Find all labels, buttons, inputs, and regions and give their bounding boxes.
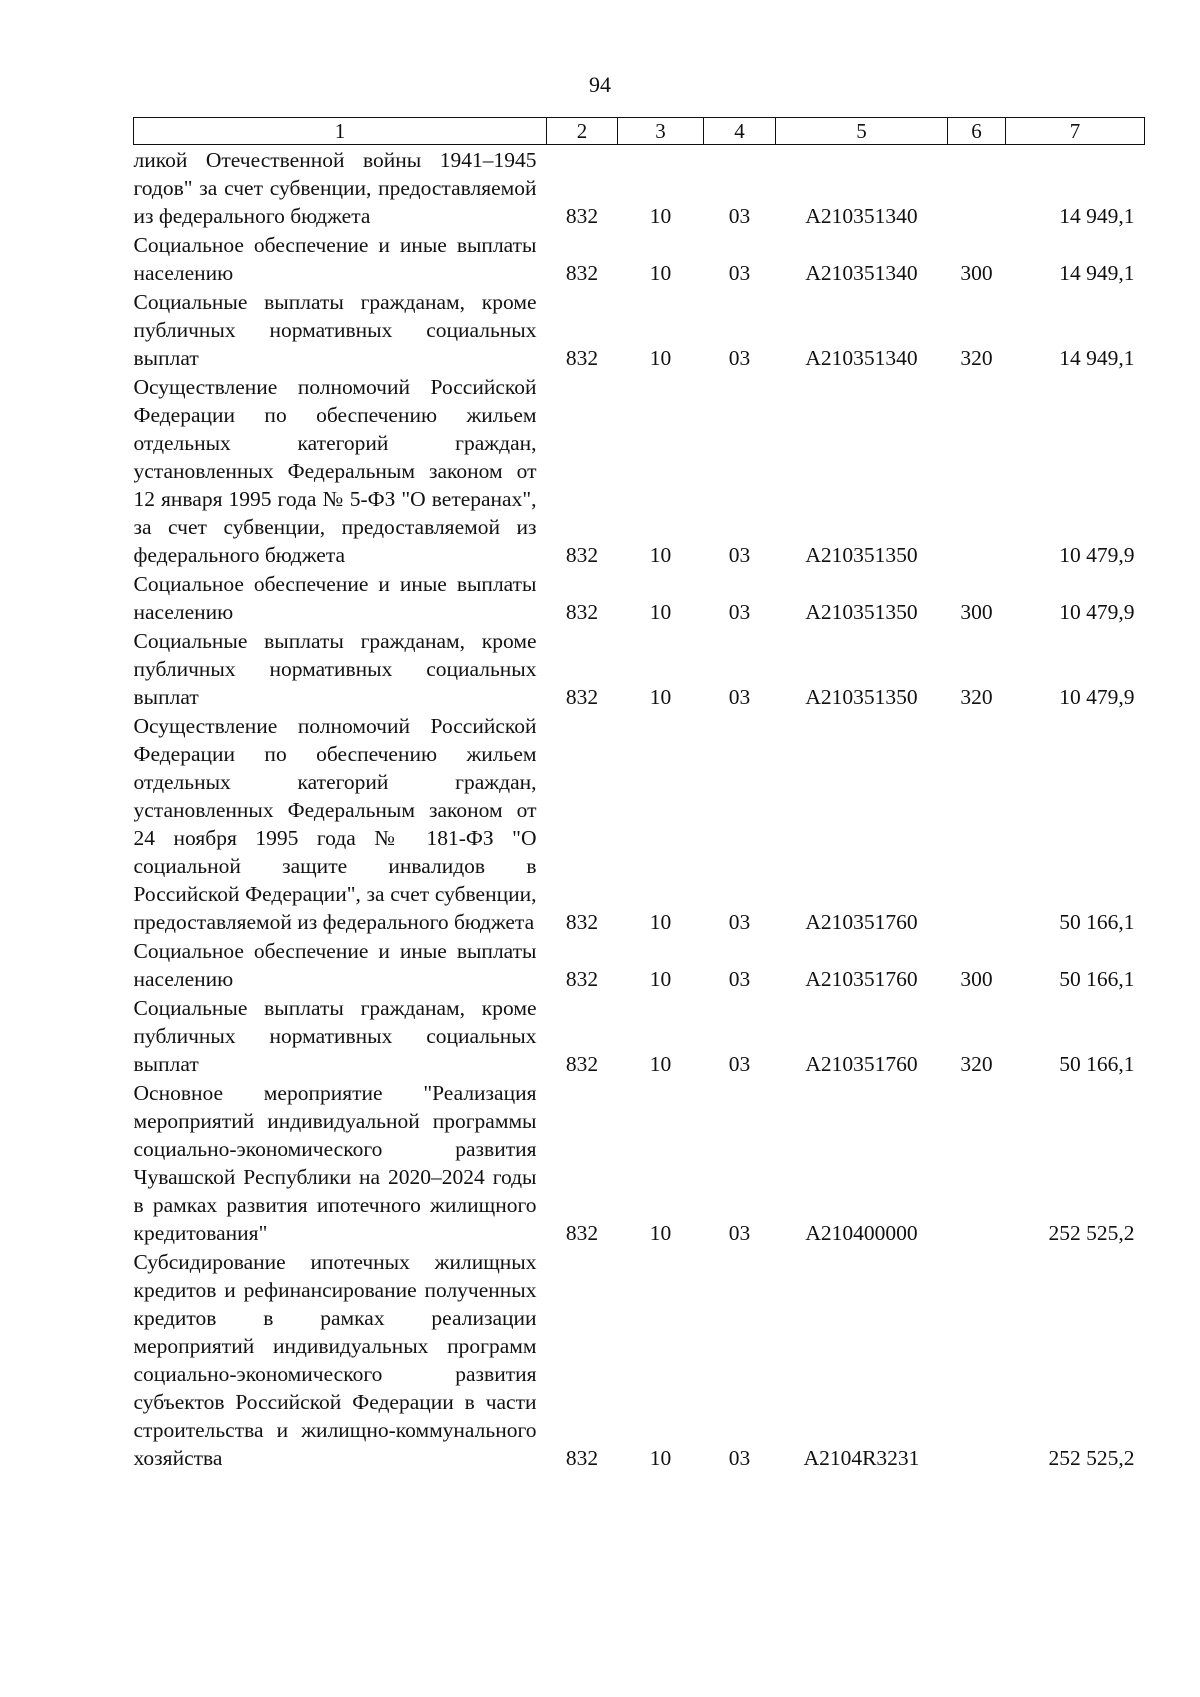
row-section: 10 <box>649 685 672 709</box>
row-subsection: 03 <box>728 1446 751 1470</box>
row-expense-type: 320 <box>960 685 993 709</box>
row-admin-code: 832 <box>565 1446 599 1470</box>
row-subsection: 03 <box>728 543 751 567</box>
row-expense-type: 300 <box>960 261 993 285</box>
row-subsection: 03 <box>728 261 751 285</box>
row-target-article: A210400000 <box>805 1221 918 1245</box>
row-section: 10 <box>649 204 672 228</box>
row-name: Субсидирование ипотечных жилищных кредитов и рефинансирование полученных кредитов в рамках реализации мероприятий индивидуальных программ социально-экономического развития субъектов Российской Федерации в части строительства и жилищно-коммунального хозяйства <box>133 1250 537 1470</box>
row-name: Социальные выплаты гражданам, кроме публичных нормативных социальных выплат <box>133 629 537 709</box>
row-section: 10 <box>649 600 672 624</box>
row-admin-code: 832 <box>565 204 599 228</box>
row-target-article: A210351340 <box>805 346 918 370</box>
row-section: 10 <box>649 910 672 934</box>
column-header-6: 6 <box>948 118 1006 145</box>
row-name: Социальное обеспечение и иные выплаты населению <box>133 233 537 285</box>
row-admin-code: 832 <box>565 910 599 934</box>
row-expense-type <box>948 1078 1006 1247</box>
row-amount: 50 166,1 <box>1059 910 1135 934</box>
row-section: 10 <box>649 261 672 285</box>
row-section: 10 <box>649 346 672 370</box>
row-amount: 14 949,1 <box>1059 204 1135 228</box>
row-expense-type: 300 <box>960 600 993 624</box>
row-subsection: 03 <box>728 1221 751 1245</box>
row-amount: 252 525,2 <box>1048 1446 1135 1470</box>
row-admin-code: 832 <box>565 543 599 567</box>
row-amount: 50 166,1 <box>1059 1052 1135 1076</box>
row-expense-type <box>948 711 1006 936</box>
row-subsection: 03 <box>728 910 751 934</box>
row-amount: 252 525,2 <box>1048 1221 1135 1245</box>
table-row <box>134 287 1145 372</box>
row-name: Основное мероприятие "Реализация мероприятий индивидуальной программы социально-экономического развития Чувашской Республики на 2020–2024 годы в рамках развития ипотечного жилищного кредитования" <box>133 1081 537 1245</box>
table-row <box>134 230 1145 287</box>
row-admin-code: 832 <box>565 1221 599 1245</box>
budget-table <box>133 117 1145 1472</box>
row-amount: 10 479,9 <box>1059 600 1135 624</box>
row-section: 10 <box>649 967 672 991</box>
row-amount: 10 479,9 <box>1059 685 1135 709</box>
row-target-article: A210351350 <box>805 685 918 709</box>
row-expense-type: 300 <box>960 967 993 991</box>
table-row <box>134 145 1145 231</box>
table-row <box>134 626 1145 711</box>
row-admin-code: 832 <box>565 261 599 285</box>
table-row <box>134 936 1145 993</box>
row-amount: 14 949,1 <box>1059 261 1135 285</box>
row-subsection: 03 <box>728 600 751 624</box>
row-subsection: 03 <box>728 1052 751 1076</box>
row-name: Осуществление полномочий Российской Федерации по обеспечению жильем отдельных категорий граждан, установленных Федеральным законом от 24 ноября 1995 года № 181-ФЗ "О социальной защите инвалидов в Российской Федерации", за счет субвенции, предоставляемой из федерального бюджета <box>133 714 537 934</box>
row-name: ликой Отечественной войны 1941–1945 годов" за счет субвенции, предоставляемой из федерального бюджета <box>133 148 537 228</box>
column-header-2: 2 <box>547 118 618 145</box>
table-row <box>134 372 1145 569</box>
column-header-5: 5 <box>776 118 948 145</box>
column-header-4: 4 <box>704 118 776 145</box>
row-expense-type <box>948 145 1006 231</box>
row-expense-type: 320 <box>960 346 993 370</box>
row-subsection: 03 <box>728 346 751 370</box>
row-admin-code: 832 <box>565 967 599 991</box>
row-subsection: 03 <box>728 685 751 709</box>
row-amount: 14 949,1 <box>1059 346 1135 370</box>
table-header-row <box>134 118 1145 145</box>
row-target-article: A210351340 <box>805 261 918 285</box>
table-row <box>134 1078 1145 1247</box>
column-header-1: 1 <box>134 118 547 145</box>
row-expense-type <box>948 372 1006 569</box>
row-target-article: A210351340 <box>805 204 918 228</box>
row-name: Социальное обеспечение и иные выплаты населению <box>133 939 537 991</box>
row-name: Осуществление полномочий Российской Федерации по обеспечению жильем отдельных категорий граждан, установленных Федеральным законом от 12 января 1995 года № 5-ФЗ "О ветеранах", за счет субвенции, предоставляемой из федерального бюджета <box>133 375 537 567</box>
row-section: 10 <box>649 1052 672 1076</box>
row-section: 10 <box>649 543 672 567</box>
row-target-article: A2104R3231 <box>803 1446 920 1470</box>
row-expense-type: 320 <box>960 1052 993 1076</box>
row-admin-code: 832 <box>565 1052 599 1076</box>
row-name: Социальное обеспечение и иные выплаты населению <box>133 572 537 624</box>
table-row <box>134 1247 1145 1472</box>
row-subsection: 03 <box>728 967 751 991</box>
row-amount: 50 166,1 <box>1059 967 1135 991</box>
row-subsection: 03 <box>728 204 751 228</box>
row-name: Социальные выплаты гражданам, кроме публичных нормативных социальных выплат <box>133 996 537 1076</box>
row-section: 10 <box>649 1446 672 1470</box>
row-admin-code: 832 <box>565 346 599 370</box>
row-admin-code: 832 <box>565 685 599 709</box>
column-header-3: 3 <box>618 118 704 145</box>
table-row <box>134 993 1145 1078</box>
row-target-article: A210351350 <box>805 600 918 624</box>
table-row <box>134 711 1145 936</box>
row-target-article: A210351760 <box>805 967 918 991</box>
table-body <box>134 145 1145 1473</box>
row-admin-code: 832 <box>565 600 599 624</box>
column-header-7: 7 <box>1006 118 1145 145</box>
row-name: Социальные выплаты гражданам, кроме публичных нормативных социальных выплат <box>133 290 537 370</box>
row-expense-type <box>948 1247 1006 1472</box>
table-row <box>134 569 1145 626</box>
row-target-article: A210351760 <box>805 910 918 934</box>
row-section: 10 <box>649 1221 672 1245</box>
page-number: 94 <box>589 72 611 97</box>
row-target-article: A210351350 <box>805 543 918 567</box>
row-amount: 10 479,9 <box>1059 543 1135 567</box>
row-target-article: A210351760 <box>805 1052 918 1076</box>
